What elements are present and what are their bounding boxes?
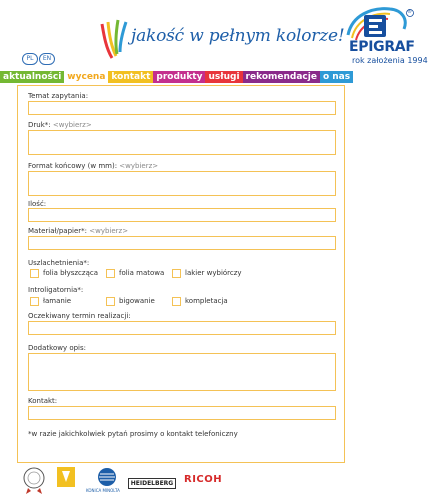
lang-pl-button[interactable]: PL bbox=[22, 53, 38, 65]
lakier-wybiorczy-label: lakier wybiórczy bbox=[185, 269, 242, 277]
nav-kontakt[interactable]: kontakt bbox=[108, 71, 153, 83]
folia-matowa-label: folia matowa bbox=[119, 269, 165, 277]
opis-label: Dodatkowy opis: bbox=[28, 344, 87, 352]
checkbox-lamanie[interactable] bbox=[30, 297, 39, 306]
certificate-seal-icon bbox=[22, 466, 46, 494]
temat-label: Temat zapytania: bbox=[28, 92, 89, 100]
material-input[interactable] bbox=[28, 236, 336, 250]
bigowanie-label: bigowanie bbox=[119, 297, 155, 305]
main-nav bbox=[0, 71, 353, 83]
nav-rekomendacje[interactable]: rekomendacje bbox=[243, 71, 320, 83]
termin-label: Oczekiwany termin realizacji: bbox=[28, 312, 131, 320]
heidelberg-logo: HEIDELBERG bbox=[128, 478, 176, 489]
color-swoosh-icon bbox=[98, 18, 130, 60]
druk-label: Druk*: <wybierz> bbox=[28, 121, 92, 129]
konica-minolta-logo-icon bbox=[96, 466, 118, 488]
uszlachetnienia-label: Uszlachetnienia*: bbox=[28, 259, 90, 267]
konica-minolta-label: KONICA MINOLTA bbox=[86, 488, 120, 493]
druk-field[interactable] bbox=[28, 130, 336, 155]
checkbox-folia-blyszczaca[interactable] bbox=[30, 269, 39, 278]
format-label: Format końcowy (w mm): <wybierz> bbox=[28, 162, 159, 170]
ilosc-label: Ilość: bbox=[28, 200, 47, 208]
druk-select-hint[interactable]: <wybierz> bbox=[52, 121, 92, 129]
brand-subtitle: rok założenia 1994 bbox=[352, 56, 428, 65]
tagline: jakość w pełnym kolorze! bbox=[131, 26, 345, 46]
nav-wycena[interactable]: wycena bbox=[64, 71, 108, 83]
checkbox-bigowanie[interactable] bbox=[106, 297, 115, 306]
registered-mark: ® bbox=[407, 9, 412, 15]
phone-note: *w razie jakichkolwiek pytań prosimy o kontakt telefoniczny bbox=[28, 430, 238, 438]
nav-produkty[interactable]: produkty bbox=[153, 71, 205, 83]
opis-textarea[interactable] bbox=[28, 353, 336, 391]
introligatornia-label: Introligatornia*: bbox=[28, 286, 84, 294]
lamanie-label: łamanie bbox=[43, 297, 72, 305]
material-label: Materiał/papier*: <wybierz> bbox=[28, 227, 129, 235]
lang-en-button[interactable]: EN bbox=[39, 53, 55, 65]
checkbox-folia-matowa[interactable] bbox=[106, 269, 115, 278]
format-field[interactable] bbox=[28, 171, 336, 196]
nav-uslugi[interactable]: usługi bbox=[205, 71, 242, 83]
ilosc-input[interactable] bbox=[28, 208, 336, 222]
temat-input[interactable] bbox=[28, 101, 336, 115]
award-badge-icon bbox=[56, 466, 76, 488]
ricoh-logo: RICOH bbox=[184, 474, 223, 485]
brand-name: EPIGRAF bbox=[349, 39, 415, 55]
material-select-hint[interactable]: <wybierz> bbox=[89, 227, 129, 235]
checkbox-kompletacja[interactable] bbox=[172, 297, 181, 306]
folia-blyszczaca-label: folia błyszcząca bbox=[43, 269, 98, 277]
nav-o-nas[interactable]: o nas bbox=[320, 71, 353, 83]
nav-aktualnosci[interactable]: aktualności bbox=[0, 71, 64, 83]
termin-input[interactable] bbox=[28, 321, 336, 335]
format-select-hint[interactable]: <wybierz> bbox=[119, 162, 159, 170]
kontakt-label: Kontakt: bbox=[28, 397, 58, 405]
kontakt-input[interactable] bbox=[28, 406, 336, 420]
checkbox-lakier-wybiorczy[interactable] bbox=[172, 269, 181, 278]
kompletacja-label: kompletacja bbox=[185, 297, 228, 305]
